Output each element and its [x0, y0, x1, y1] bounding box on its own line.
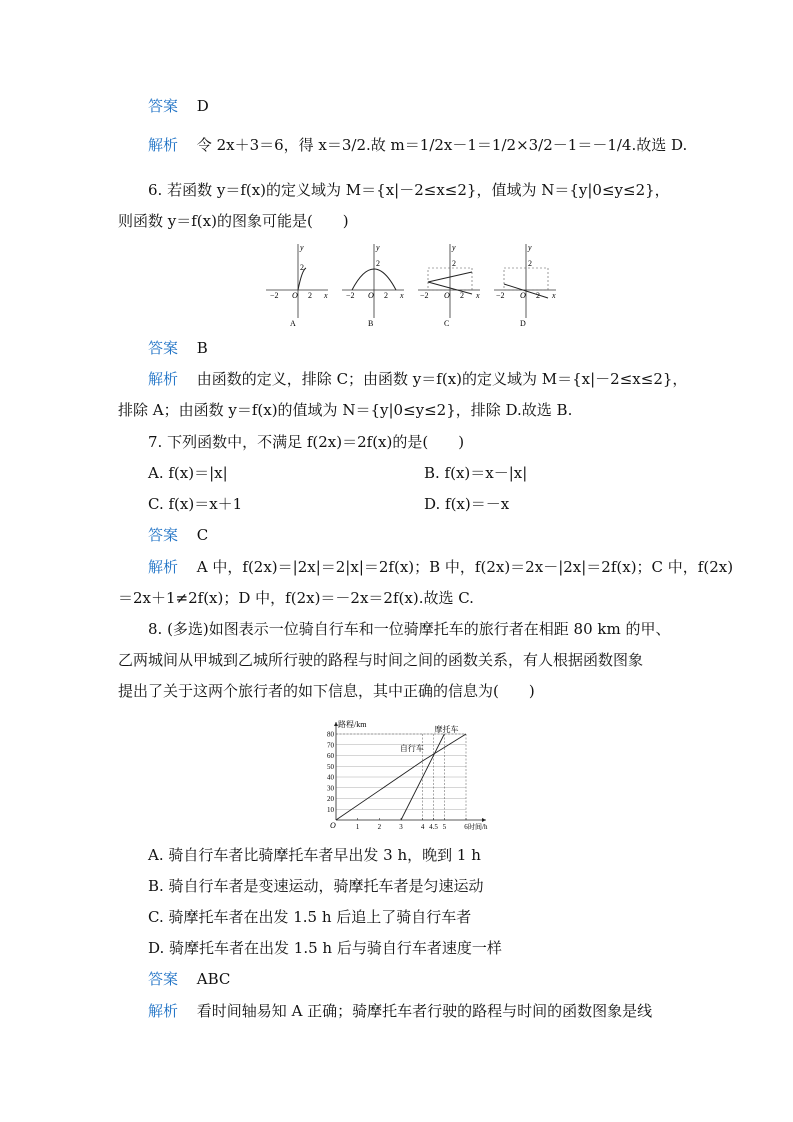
graph-d: [494, 243, 556, 328]
q5-analysis: [148, 135, 687, 155]
svg-text:O: O: [444, 291, 450, 300]
svg-text:x: x: [552, 291, 556, 300]
analysis-text: A 中，f(2x)＝|2x|＝2|x|＝2f(x)；B 中，f(2x)＝2x－|2x|＝2f(x)；C 中，f(2x): [196, 558, 734, 576]
answer-value: B: [196, 339, 208, 357]
answer-label: 答案: [148, 970, 179, 988]
svg-text:x: x: [476, 291, 480, 300]
svg-text:O: O: [520, 291, 526, 300]
svg-text:O: O: [368, 291, 374, 300]
graph-d-letter: D: [520, 319, 526, 328]
x-tick-label: 2: [377, 823, 382, 831]
q6-stem-line2: 则函数 y＝f(x)的图象可能是( ): [118, 212, 349, 230]
answer-value: ABC: [196, 970, 231, 988]
q7-stem: 7. 下列函数中，不满足 f(2x)＝2f(x)的是( ): [148, 433, 465, 451]
analysis-label: 解析: [148, 136, 179, 154]
analysis-label: 解析: [148, 558, 179, 576]
q7-option-a: A. f(x)＝|x|: [148, 464, 228, 482]
svg-text:2: 2: [384, 291, 388, 300]
graph-c-letter: C: [444, 319, 450, 328]
svg-text:y: y: [376, 243, 380, 252]
y-tick-label: 80: [327, 730, 334, 739]
q7-option-c: C. f(x)＝x＋1: [148, 495, 243, 513]
svg-text:2: 2: [308, 291, 312, 300]
q8-option-b: B. 骑自行车者是变速运动，骑摩托车者是匀速运动: [148, 877, 484, 895]
svg-text:y: y: [300, 243, 304, 252]
svg-text:−2: −2: [346, 291, 355, 300]
q7-option-d: D. f(x)＝－x: [424, 495, 510, 513]
q7-answer: [148, 525, 208, 545]
svg-text:x: x: [400, 291, 404, 300]
q8-option-d: D. 骑摩托车者在出发 1.5 h 后与骑自行车者速度一样: [148, 939, 502, 957]
q8-option-a: A. 骑自行车者比骑摩托车者早出发 3 h，晚到 1 h: [148, 846, 481, 864]
x-axis-label: 时间/h: [468, 823, 488, 831]
analysis-text: 由函数的定义，排除 C；由函数 y＝f(x)的定义域为 M＝{x|－2≤x≤2}，: [196, 370, 688, 388]
analysis-text: 看时间轴易知 A 正确；骑摩托车者行驶的路程与时间的函数图象是线: [196, 1002, 653, 1020]
svg-text:2: 2: [528, 259, 532, 268]
svg-text:y: y: [452, 243, 456, 252]
graph-a-letter: A: [290, 319, 296, 328]
svg-text:x: x: [324, 291, 328, 300]
q8-answer: [148, 969, 230, 989]
q8-stem-line3: 提出了关于这两个旅行者的如下信息，其中正确的信息为( ): [118, 682, 535, 700]
y-tick-label: 10: [327, 805, 334, 814]
svg-text:2: 2: [536, 291, 540, 300]
analysis-label: 解析: [148, 1002, 179, 1020]
graph-b: [342, 243, 404, 328]
q6-stem-line1: 6. 若函数 y＝f(x)的定义域为 M＝{x|－2≤x≤2}，值域为 N＝{y|0≤y≤2}，: [148, 181, 670, 199]
q7-option-b: B. f(x)＝x－|x|: [424, 464, 528, 482]
q6-analysis-line1: [148, 369, 687, 389]
q8-analysis-line1: [148, 1001, 652, 1021]
y-tick-label: 70: [327, 741, 334, 750]
q8-option-c: C. 骑摩托车者在出发 1.5 h 后追上了骑自行车者: [148, 908, 472, 926]
x-tick-label: 6: [464, 823, 468, 831]
origin-label: O: [330, 821, 336, 830]
y-tick-label: 20: [327, 795, 334, 803]
svg-text:y: y: [528, 243, 532, 252]
analysis-text: 令 2x＋3＝6，得 x＝3/2.故 m＝1/2x－1＝1/2×3/2－1＝－1/4.故选 D.: [196, 136, 688, 154]
bicycle-series-label: 自行车: [399, 744, 424, 754]
svg-text:O: O: [292, 291, 298, 300]
q7-analysis-line1: [148, 557, 733, 577]
answer-label: 答案: [148, 339, 179, 357]
graph-a: [266, 243, 328, 328]
y-tick-label: 40: [327, 773, 334, 782]
svg-text:2: 2: [460, 291, 464, 300]
svg-text:−2: −2: [420, 291, 429, 300]
svg-text:−2: −2: [496, 291, 505, 300]
y-tick-label: 50: [327, 762, 334, 771]
svg-text:−2: −2: [270, 291, 279, 300]
svg-text:2: 2: [452, 259, 456, 268]
analysis-label: 解析: [148, 370, 179, 388]
x-tick-label: 4: [420, 823, 425, 831]
x-tick-label: 5: [442, 823, 447, 831]
q8-stem-line1: 8. (多选)如图表示一位骑自行车和一位骑摩托车的旅行者在相距 80 km 的甲、: [148, 620, 671, 638]
answer-label: 答案: [148, 97, 179, 115]
x-tick-label: 4.5: [429, 823, 438, 831]
q6-analysis-line2: 排除 A；由函数 y＝f(x)的值域为 N＝{y|0≤y≤2}，排除 D.故选 B.: [118, 401, 573, 419]
q5-answer: [148, 96, 209, 116]
q6-answer: [148, 338, 208, 358]
y-tick-label: 30: [327, 784, 334, 793]
answer-value: D: [196, 97, 209, 115]
graph-b-letter: B: [368, 319, 374, 328]
answer-value: C: [196, 526, 209, 544]
svg-text:2: 2: [300, 263, 304, 272]
x-arrow: [482, 818, 486, 822]
y-tick-label: 60: [327, 752, 334, 760]
q8-stem-line2: 乙两城间从甲城到乙城所行驶的路程与时间之间的函数关系，有人根据函数图象: [118, 651, 644, 669]
q8-distance-time-chart: [316, 712, 506, 832]
svg-text:2: 2: [376, 259, 380, 268]
q6-graph-options: [262, 240, 562, 330]
x-tick-label: 3: [399, 823, 403, 831]
q7-analysis-line2: ＝2x＋1≠2f(x)；D 中，f(2x)＝－2x＝2f(x).故选 C.: [118, 589, 474, 607]
motorcycle-series-label: 摩托车: [434, 724, 459, 734]
y-axis-label: 路程/km: [338, 720, 367, 729]
graph-c: [418, 243, 480, 328]
x-tick-label: 1: [355, 823, 360, 831]
answer-label: 答案: [148, 526, 179, 544]
